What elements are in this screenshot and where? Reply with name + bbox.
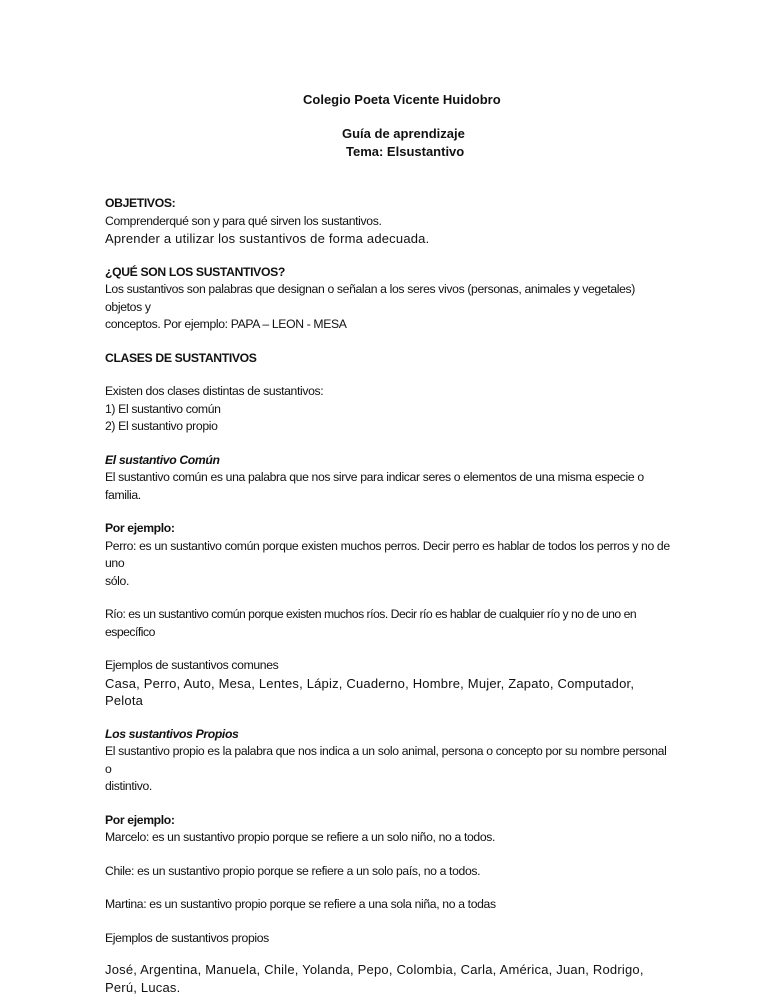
document-body [105,195,670,996]
objective-2: Aprender a utilizar los sustantivos de forma adecuada. [105,231,430,246]
objectives-heading: OBJETIVOS: [105,196,176,210]
common-heading: El sustantivo Común [105,452,220,467]
proper-definition-line-1: El sustantivo propio es la palabra que nos indica a un solo animal, persona o concepto por su nombre personal o [105,744,667,776]
definition-line-2: conceptos. Por ejemplo: PAPA – LEON - MESA [105,317,347,331]
proper-example-1: Marcelo: es un sustantivo propio porque se refiere a un solo niño, no a todos. [105,830,496,844]
common-list: Casa, Perro, Auto, Mesa, Lentes, Lápiz, Cuaderno, Hombre, Mujer, Zapato, Computador, Pelota [105,675,635,708]
classes-item-1: 1) El sustantivo común [105,401,221,416]
common-example-1-line-1: Perro: es un sustantivo común porque existen muchos perros. Decir perro es hablar de todos los perros y no de uno [105,538,670,570]
classes-intro: Existen dos clases distintas de sustantivos: [105,384,324,398]
proper-heading: Los sustantivos Propios [105,726,239,741]
proper-definition-line-2: distintivo. [105,779,152,793]
common-example-2: Río: es un sustantivo común porque existen muchos ríos. Decir río es hablar de cualquier río y no de uno en específico [105,607,637,639]
proper-example-3: Martina: es un sustantivo propio porque se refiere a una sola niña, no a todas [105,897,496,911]
topic-title: Tema: Elsustantivo [346,144,465,159]
definition-line-1: Los sustantivos son palabras que designan o señalan a los seres vivos (personas, animales y vegetales) objetos y [105,282,635,314]
common-example-heading: Por ejemplo: [105,521,175,535]
proper-example-2: Chile: es un sustantivo propio porque se refiere a un solo país, no a todos. [105,863,481,878]
proper-list-heading: Ejemplos de sustantivos propios [105,930,269,945]
proper-example-heading: Por ejemplo: [105,812,175,827]
proper-list: José, Argentina, Manuela, Chile, Yolanda, Pepo, Colombia, Carla, América, Juan, Rodrigo, Perú, Lucas. [105,962,644,995]
guide-title: Guía de aprendizaje [342,126,465,141]
common-example-1-line-2: sólo. [105,573,129,588]
common-list-heading: Ejemplos de sustantivos comunes [105,658,279,672]
common-definition: El sustantivo común es una palabra que nos sirve para indicar seres o elementos de una misma especie o familia. [105,470,644,502]
classes-heading: CLASES DE SUSTANTIVOS [105,350,257,365]
definition-heading: ¿QUÉ SON LOS SUSTANTIVOS? [105,264,285,279]
classes-item-2: 2) El sustantivo propio [105,419,218,433]
school-name: Colegio Poeta Vicente Huidobro [303,92,501,107]
objective-1: Comprenderqué son y para qué sirven los sustantivos. [105,213,382,228]
